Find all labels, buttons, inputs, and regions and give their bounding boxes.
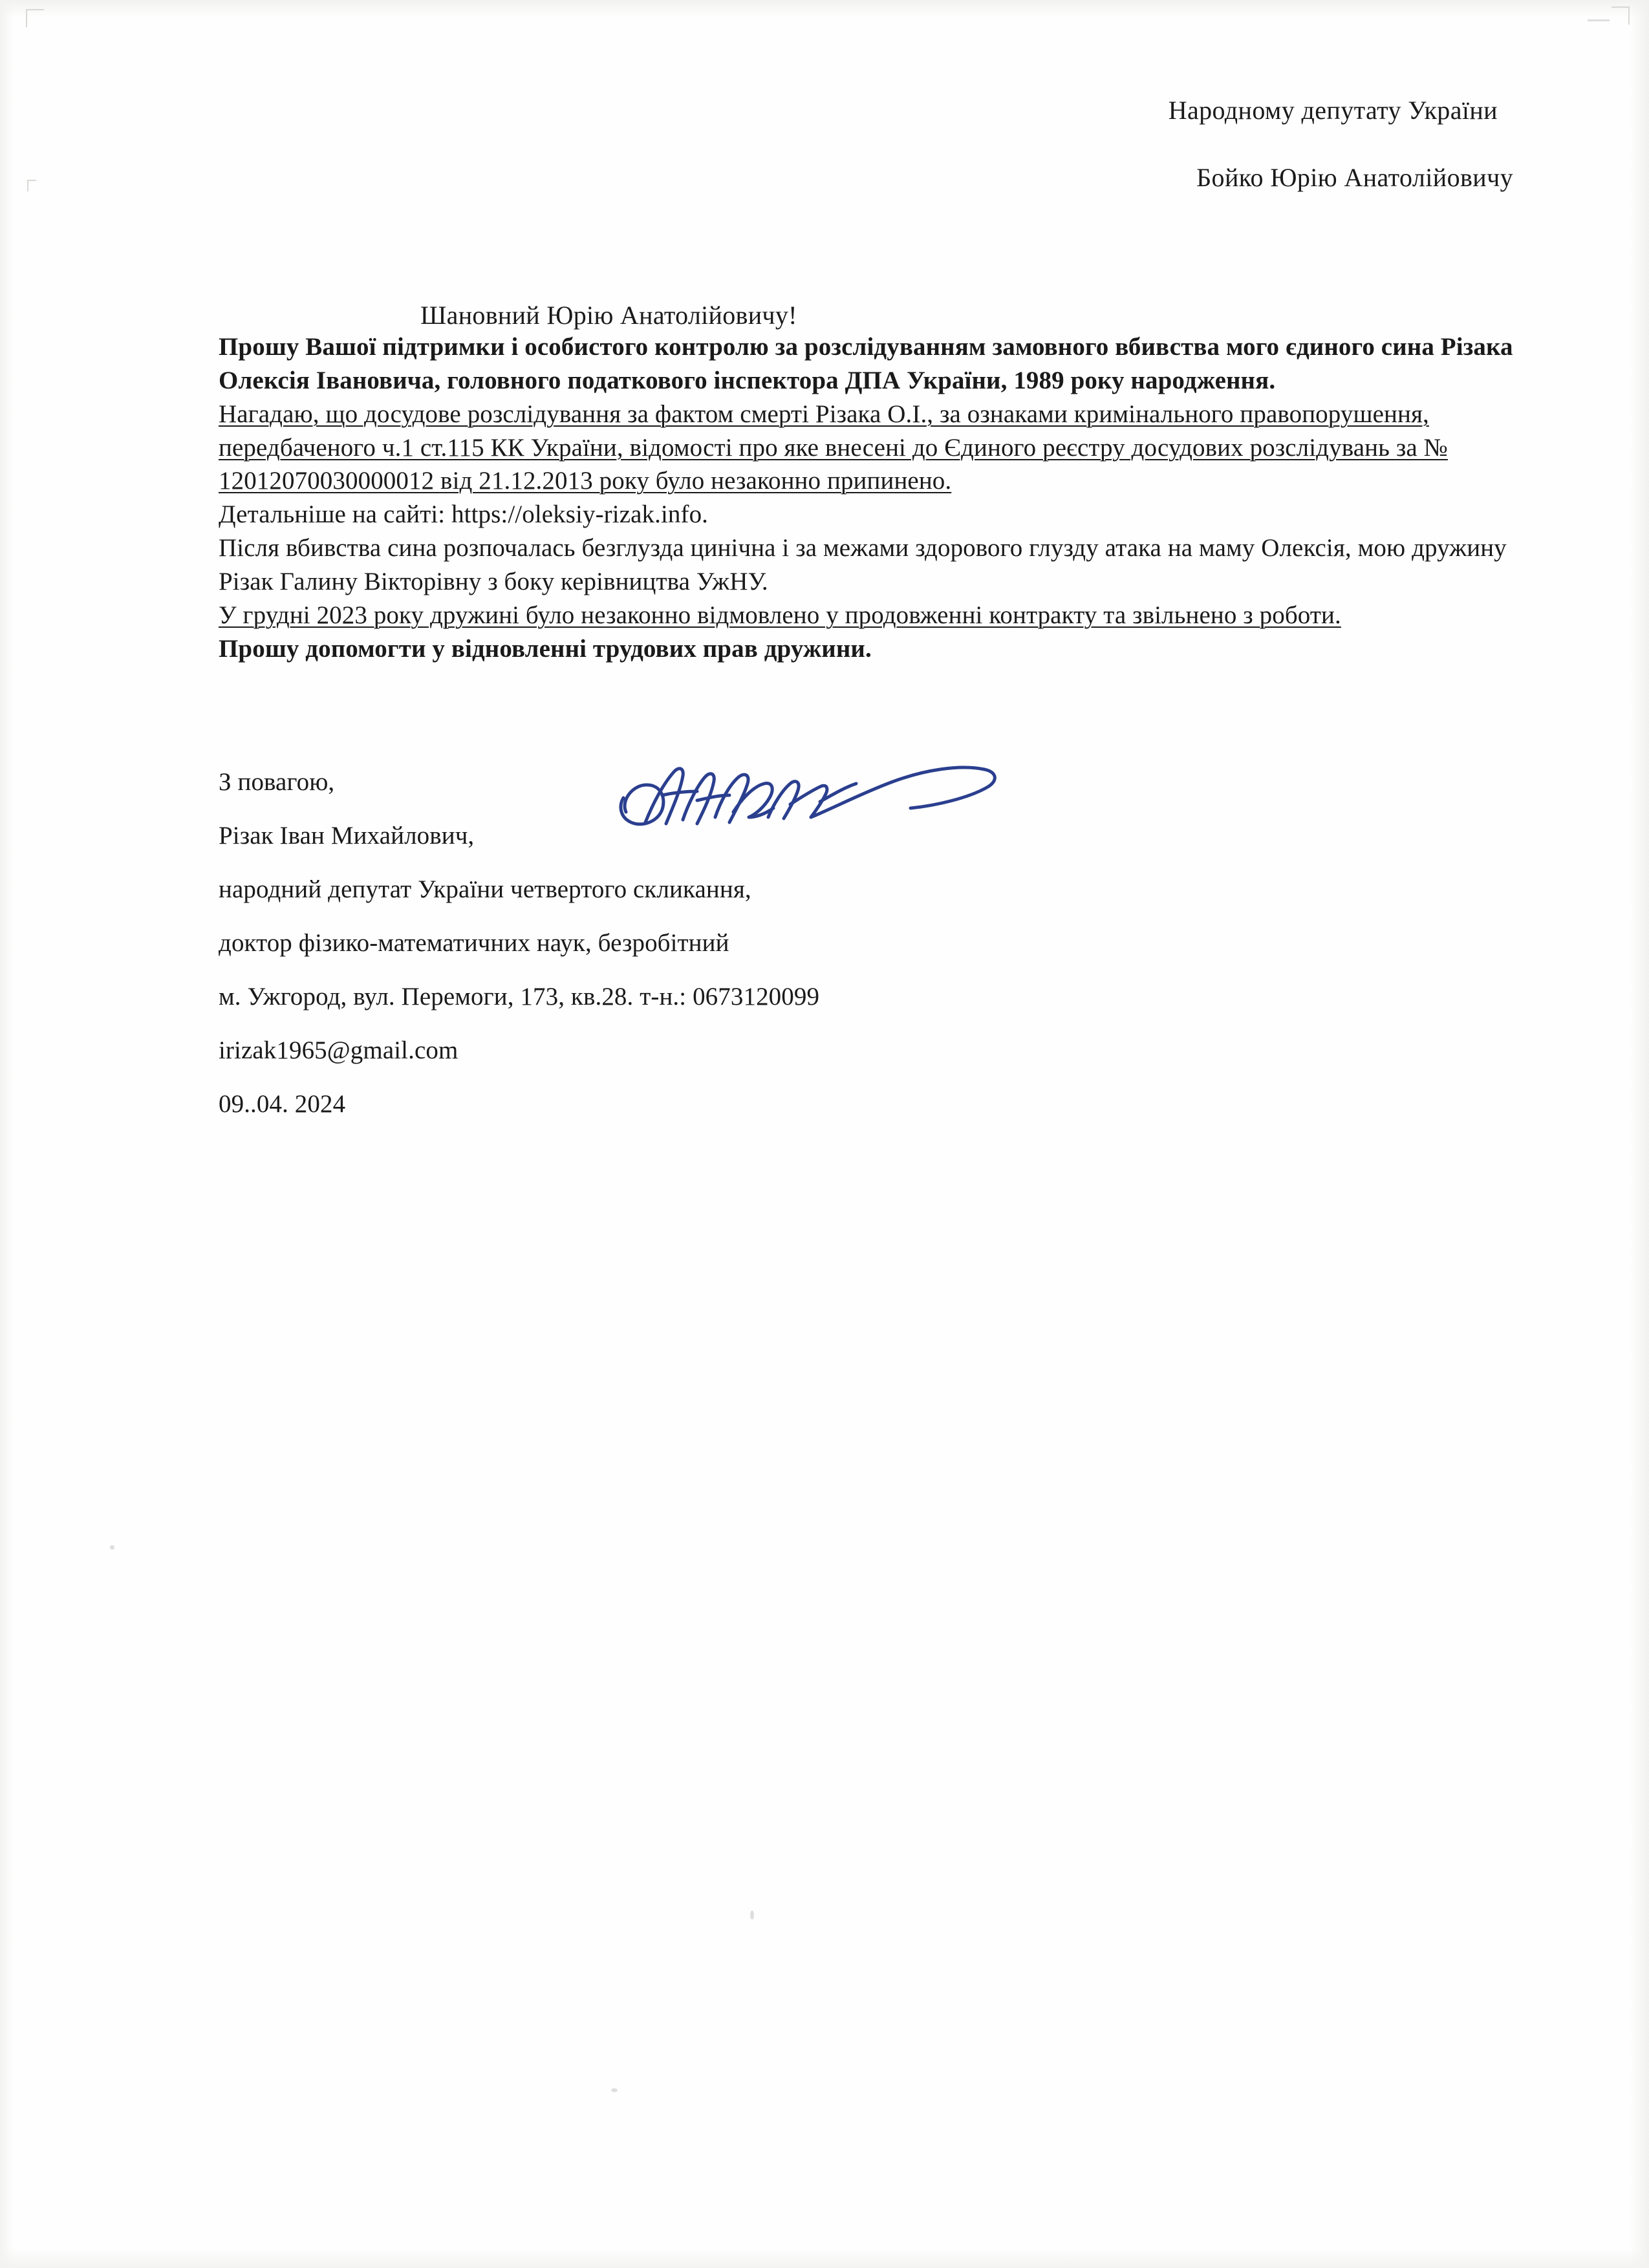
paragraphs-block <box>219 330 1513 666</box>
scan-corner-mark-top-right <box>1611 6 1630 25</box>
signature-block <box>219 769 1513 1117</box>
scan-corner-mark-mid-left <box>27 180 36 191</box>
addressee-line-2: Бойко Юрію Анатолійовичу <box>1196 163 1513 192</box>
scan-speck <box>750 1910 754 1920</box>
scan-speck <box>1588 19 1610 21</box>
addressee-line-1: Народному депутату України <box>1168 96 1498 125</box>
scan-edge-bottom <box>0 2249 1649 2268</box>
scan-corner-mark-top-left <box>26 9 44 27</box>
signature-address: м. Ужгород, вул. Перемоги, 173, кв.28. т-н.: 0673120099 <box>219 982 820 1011</box>
scan-speck <box>110 1545 114 1550</box>
paragraph-attack-note: Після вбивства сина розпочалась безглузда цинічна і за межами здорового глузду атака на маму Олексія, мою дружину Різак Галину Вікторівну з боку керівництва УжНУ. <box>219 534 1507 596</box>
signature-title-line-2: доктор фізико-математичних наук, безробітний <box>219 928 729 957</box>
scan-edge-left <box>0 0 14 2268</box>
paragraph-reminder: Нагадаю, що досудове розслідування за фактом смерті Різака О.І., за ознаками кримінального правопорушення, передбаченого ч.1 ст.115 КК України, відомості про яке внесені до Єдиного реєстру досудових розслідувань за № 12012070030000012 від 21.12.2013 року було незаконно припинено. <box>219 400 1448 495</box>
signature-title-line-1: народний депутат України четвертого скликання, <box>219 875 751 903</box>
signature-closing: З повагою, <box>219 767 335 796</box>
addressee-block <box>200 97 1513 191</box>
paragraph-final-request: Прошу допомогти у відновленні трудових прав дружини. <box>219 634 872 663</box>
letter-body <box>200 97 1513 1145</box>
paragraph-dismissal: У грудні 2023 року дружині було незаконно відмовлено у продовженні контракту та звільнено з роботи. <box>219 601 1341 629</box>
salutation: Шановний Юрію Анатолійовичу! <box>420 301 797 330</box>
signature-email: irizak1965@gmail.com <box>219 1036 458 1064</box>
scan-edge-top <box>0 0 1649 17</box>
signature-name: Різак Іван Михайлович, <box>219 821 475 850</box>
scan-edge-right <box>1630 0 1649 2268</box>
paragraph-website-note: Детальніше на сайті: https://oleksiy-rizak.info. <box>219 500 709 529</box>
paragraph-request: Прошу Вашої підтримки і особистого контролю за розслідуванням замовного вбивства мого єдиного сина Різака Олексія Івановича, головного податкового інспектора ДПА України, 1989 року народження. <box>219 333 1513 394</box>
scan-speck <box>611 2088 618 2092</box>
signature-date: 09..04. 2024 <box>219 1089 346 1118</box>
